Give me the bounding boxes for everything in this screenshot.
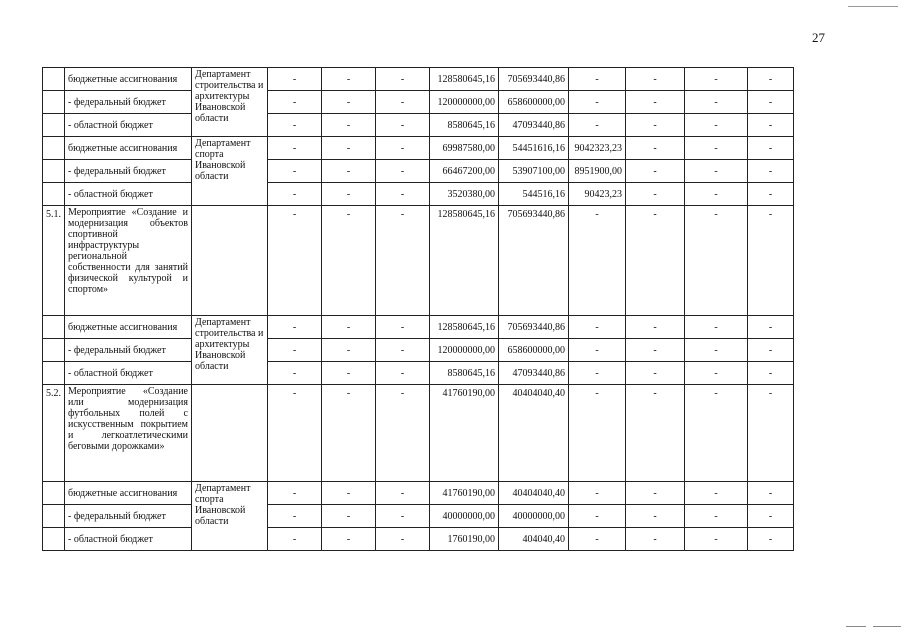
value-cell: - (626, 137, 685, 160)
value-cell: - (685, 206, 748, 316)
value-cell: - (376, 362, 430, 385)
number-cell (43, 114, 65, 137)
table-row (43, 206, 794, 316)
value-cell: - (268, 68, 322, 91)
value-cell: - (268, 339, 322, 362)
value-cell: 40404040,40 (499, 482, 569, 505)
value-cell: - (685, 528, 748, 551)
value-cell: - (626, 160, 685, 183)
value-cell: 544516,16 (499, 183, 569, 206)
value-cell: - (376, 206, 430, 316)
value-cell: - (748, 68, 794, 91)
event-description: Мероприятие «Создание и модернизация объектов спортивной инфраструктуры региональной собственности для занятий физической культурой и спортом» (65, 206, 192, 316)
value-cell: 120000000,00 (430, 339, 499, 362)
value-cell: - (569, 68, 626, 91)
value-cell: - (322, 385, 376, 482)
value-cell: - (376, 114, 430, 137)
table-row (43, 68, 794, 91)
bottom-rule-2 (873, 626, 901, 627)
value-cell: 705693440,86 (499, 316, 569, 339)
row-label: бюджетные ассигнования (65, 68, 192, 91)
value-cell: 47093440,86 (499, 362, 569, 385)
value-cell: 705693440,86 (499, 206, 569, 316)
value-cell: - (685, 505, 748, 528)
value-cell: - (685, 183, 748, 206)
value-cell: - (322, 137, 376, 160)
item-number: 5.1. (43, 206, 65, 316)
value-cell: - (748, 114, 794, 137)
value-cell: - (748, 385, 794, 482)
value-cell: - (569, 339, 626, 362)
department-cell: Департамент спорта Ивановской области (192, 137, 268, 206)
value-cell: - (685, 482, 748, 505)
value-cell: 120000000,00 (430, 91, 499, 114)
bottom-rule-1 (846, 626, 866, 627)
value-cell: 40000000,00 (430, 505, 499, 528)
item-number: 5.2. (43, 385, 65, 482)
row-label: бюджетные ассигнования (65, 482, 192, 505)
table-row (43, 137, 794, 160)
budget-table (42, 67, 794, 551)
table-row (43, 316, 794, 339)
value-cell: 8951900,00 (569, 160, 626, 183)
row-label: - областной бюджет (65, 114, 192, 137)
value-cell: - (569, 482, 626, 505)
value-cell: - (376, 183, 430, 206)
value-cell: 69987580,00 (430, 137, 499, 160)
top-rule (848, 6, 898, 7)
value-cell: - (268, 160, 322, 183)
value-cell: 8580645,16 (430, 362, 499, 385)
table-row (43, 362, 794, 385)
value-cell: 8580645,16 (430, 114, 499, 137)
value-cell: - (748, 160, 794, 183)
row-label: - федеральный бюджет (65, 505, 192, 528)
value-cell: - (322, 339, 376, 362)
row-label: - федеральный бюджет (65, 339, 192, 362)
value-cell: - (376, 68, 430, 91)
value-cell: - (376, 505, 430, 528)
department-cell (192, 385, 268, 482)
value-cell: - (268, 528, 322, 551)
value-cell: - (322, 505, 376, 528)
value-cell: 3520380,00 (430, 183, 499, 206)
value-cell: - (626, 316, 685, 339)
value-cell: - (626, 385, 685, 482)
row-label: - федеральный бюджет (65, 160, 192, 183)
value-cell: - (626, 528, 685, 551)
value-cell: - (748, 316, 794, 339)
value-cell: - (322, 362, 376, 385)
value-cell: 128580645,16 (430, 68, 499, 91)
value-cell: - (685, 339, 748, 362)
table-row (43, 160, 794, 183)
value-cell: - (569, 316, 626, 339)
department-cell (192, 206, 268, 316)
value-cell: 658600000,00 (499, 91, 569, 114)
value-cell: 40404040,40 (499, 385, 569, 482)
value-cell: - (569, 206, 626, 316)
value-cell: - (268, 137, 322, 160)
number-cell (43, 160, 65, 183)
value-cell: - (569, 114, 626, 137)
value-cell: 9042323,23 (569, 137, 626, 160)
value-cell: 90423,23 (569, 183, 626, 206)
value-cell: - (322, 91, 376, 114)
value-cell: - (322, 183, 376, 206)
value-cell: - (748, 183, 794, 206)
value-cell: - (685, 160, 748, 183)
table-row (43, 505, 794, 528)
value-cell: - (376, 137, 430, 160)
value-cell: - (685, 316, 748, 339)
value-cell: - (685, 362, 748, 385)
value-cell: - (748, 137, 794, 160)
value-cell: 41760190,00 (430, 482, 499, 505)
value-cell: - (376, 528, 430, 551)
number-cell (43, 482, 65, 505)
value-cell: - (685, 137, 748, 160)
value-cell: - (376, 385, 430, 482)
number-cell (43, 183, 65, 206)
number-cell (43, 316, 65, 339)
value-cell: - (268, 206, 322, 316)
department-cell: Департамент спорта Ивановской области (192, 482, 268, 551)
value-cell: - (569, 385, 626, 482)
value-cell: - (322, 528, 376, 551)
value-cell: - (322, 68, 376, 91)
table-row (43, 385, 794, 482)
value-cell: - (748, 206, 794, 316)
value-cell: - (268, 482, 322, 505)
event-description: Мероприятие «Создание или модернизация футбольных полей с искусственным покрытием и легкоатлетическими беговыми дорожками» (65, 385, 192, 482)
page-number: 27 (812, 30, 825, 45)
table-row (43, 339, 794, 362)
value-cell: - (626, 505, 685, 528)
value-cell: - (685, 68, 748, 91)
value-cell: - (322, 160, 376, 183)
number-cell (43, 505, 65, 528)
value-cell: - (569, 505, 626, 528)
value-cell: - (626, 482, 685, 505)
value-cell: - (748, 362, 794, 385)
value-cell: - (376, 316, 430, 339)
table-row (43, 482, 794, 505)
number-cell (43, 528, 65, 551)
value-cell: - (685, 114, 748, 137)
value-cell: - (268, 183, 322, 206)
number-cell (43, 68, 65, 91)
value-cell: - (268, 114, 322, 137)
value-cell: 1760190,00 (430, 528, 499, 551)
value-cell: - (569, 528, 626, 551)
department-cell: Департамент строительства и архитектуры Ивановской области (192, 316, 268, 385)
number-cell (43, 339, 65, 362)
value-cell: - (685, 91, 748, 114)
value-cell: 47093440,86 (499, 114, 569, 137)
number-cell (43, 362, 65, 385)
value-cell: - (268, 316, 322, 339)
row-label: бюджетные ассигнования (65, 137, 192, 160)
value-cell: - (268, 91, 322, 114)
number-cell (43, 137, 65, 160)
value-cell: 66467200,00 (430, 160, 499, 183)
value-cell: 54451616,16 (499, 137, 569, 160)
value-cell: 705693440,86 (499, 68, 569, 91)
value-cell: - (376, 482, 430, 505)
value-cell: - (376, 160, 430, 183)
value-cell: 128580645,16 (430, 316, 499, 339)
value-cell: - (569, 362, 626, 385)
value-cell: - (748, 91, 794, 114)
value-cell: - (626, 362, 685, 385)
value-cell: - (748, 339, 794, 362)
value-cell: - (748, 505, 794, 528)
value-cell: - (322, 316, 376, 339)
value-cell: - (626, 206, 685, 316)
value-cell: - (626, 339, 685, 362)
value-cell: - (376, 91, 430, 114)
value-cell: - (322, 482, 376, 505)
value-cell: 53907100,00 (499, 160, 569, 183)
row-label: - областной бюджет (65, 362, 192, 385)
value-cell: - (268, 385, 322, 482)
value-cell: - (685, 385, 748, 482)
row-label: - областной бюджет (65, 183, 192, 206)
value-cell: - (626, 114, 685, 137)
number-cell (43, 91, 65, 114)
value-cell: - (322, 206, 376, 316)
value-cell: 128580645,16 (430, 206, 499, 316)
value-cell: 404040,40 (499, 528, 569, 551)
value-cell: - (748, 528, 794, 551)
value-cell: - (322, 114, 376, 137)
row-label: - федеральный бюджет (65, 91, 192, 114)
value-cell: 40000000,00 (499, 505, 569, 528)
table-row (43, 183, 794, 206)
row-label: бюджетные ассигнования (65, 316, 192, 339)
value-cell: - (569, 91, 626, 114)
value-cell: 41760190,00 (430, 385, 499, 482)
department-cell: Департамент строительства и архитектуры Ивановской области (192, 68, 268, 137)
value-cell: - (626, 183, 685, 206)
table-row (43, 528, 794, 551)
value-cell: - (748, 482, 794, 505)
value-cell: - (268, 505, 322, 528)
value-cell: - (626, 68, 685, 91)
row-label: - областной бюджет (65, 528, 192, 551)
table-row (43, 91, 794, 114)
table-row (43, 114, 794, 137)
table-body (43, 68, 794, 551)
value-cell: - (376, 339, 430, 362)
value-cell: 658600000,00 (499, 339, 569, 362)
value-cell: - (626, 91, 685, 114)
value-cell: - (268, 362, 322, 385)
